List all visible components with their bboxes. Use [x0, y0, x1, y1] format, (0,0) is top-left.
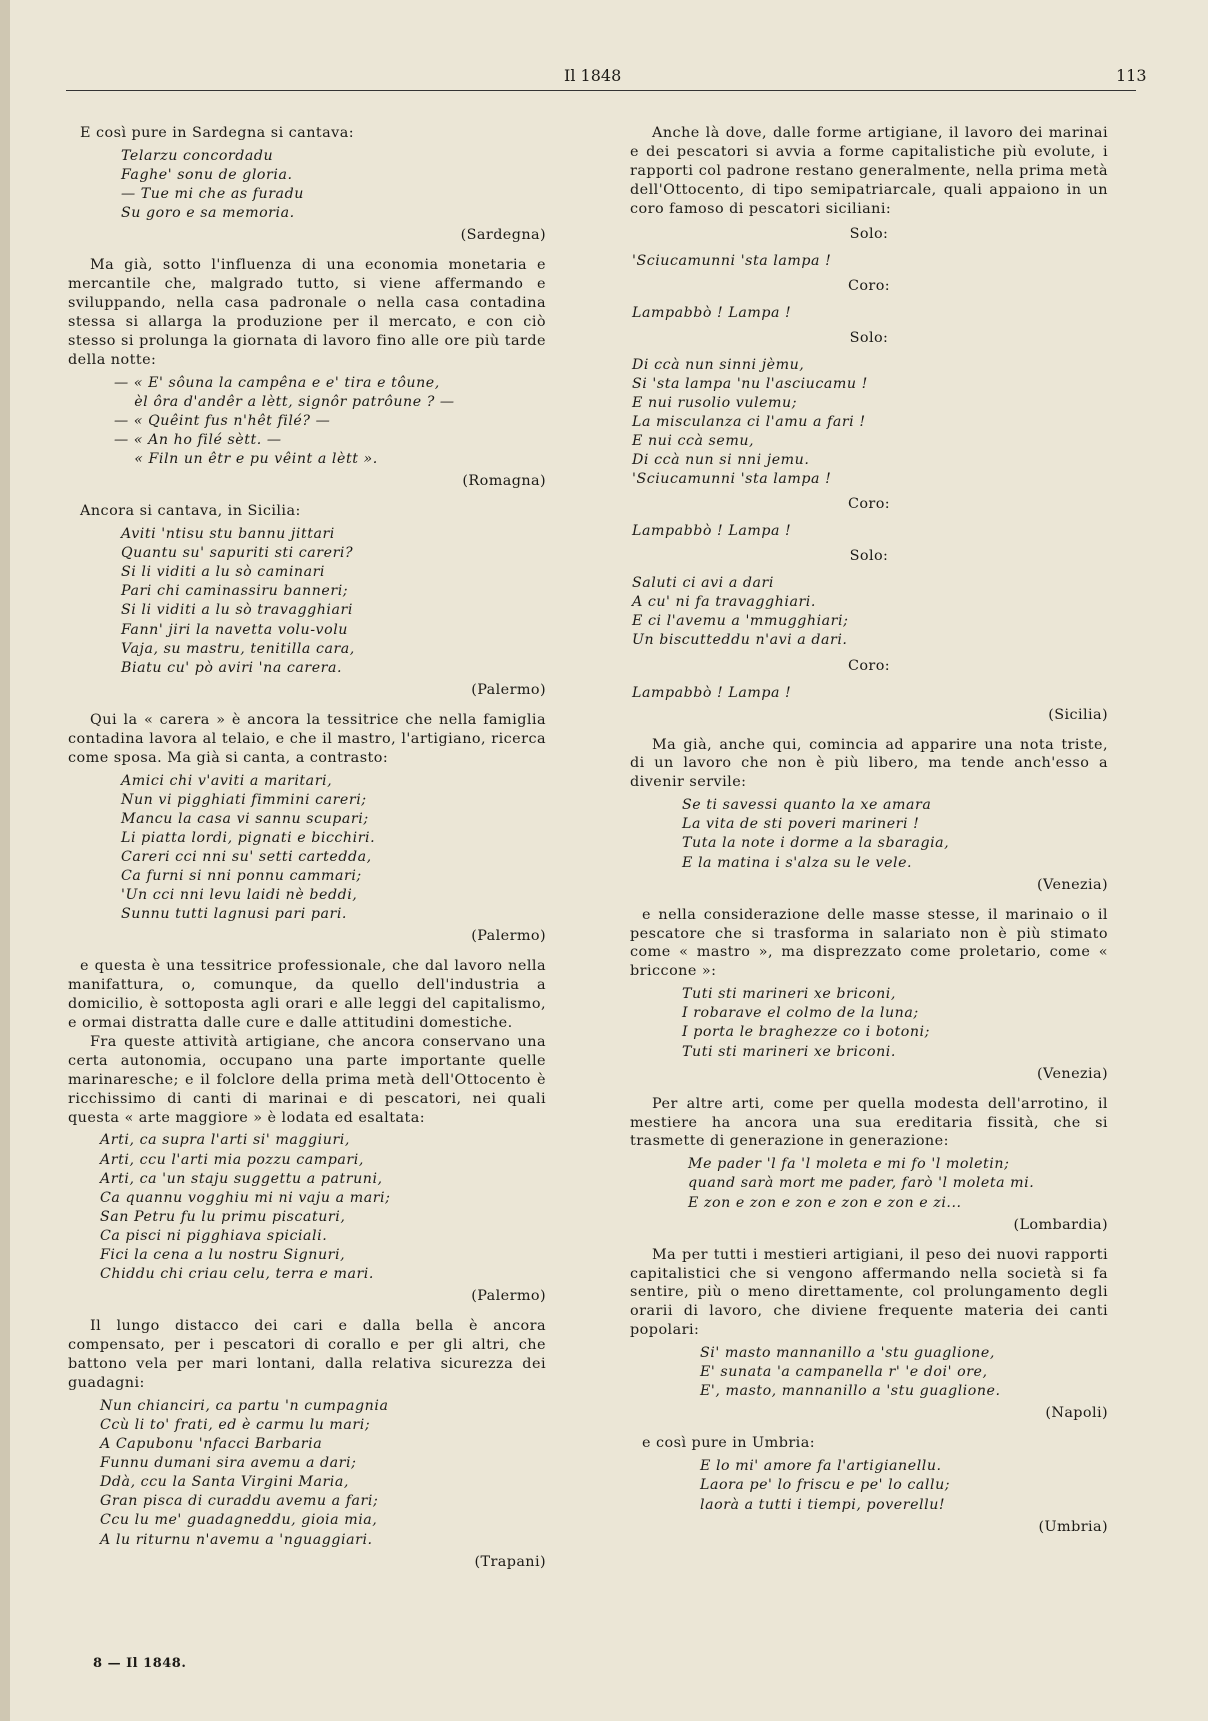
verse-line: — « E' sôuna la campêna e e' tira e tôune, — [114, 374, 440, 391]
refrain-line: 'Sciucamunni 'sta lampa ! — [632, 252, 832, 269]
verse-line: 'Un cci nni levu laidi nè beddi, — [121, 887, 358, 904]
verse-line: laorà a tutti i tiempi, poverellu! — [700, 1496, 946, 1513]
verse-block — [68, 525, 546, 678]
verse-line: Fici la cena a lu nostru Signuri, — [100, 1247, 346, 1264]
region-attribution: (Venezia) — [1037, 1065, 1108, 1082]
verse-line: E lo mi' amore fa l'artigianellu. — [700, 1458, 942, 1475]
verse-line: Si li viditi a lu sò caminari — [121, 564, 326, 581]
verse-line: E la matina i s'alza su le vele. — [682, 854, 913, 871]
verse-block — [630, 1155, 1108, 1212]
verse-line: Pari chi caminassiru banneri; — [121, 583, 349, 600]
verse-line: Biatu cu' pò aviri 'na carera. — [121, 659, 343, 676]
verse-line: Chiddu chi criau celu, terra e mari. — [100, 1266, 374, 1283]
verse-line: Laora pe' lo friscu e pe' lo callu; — [700, 1477, 951, 1494]
verse-block — [68, 147, 546, 223]
verse-line: Ddà, ccu la Santa Virgini Maria, — [100, 1474, 349, 1491]
paragraph: Il lungo distacco dei cari e dalla bella è ancora compensato, per i pescatori di corallo e per gli altri, che battono vela per mari lontani, dalla relativa sicurezza dei guadagni: — [68, 1318, 546, 1391]
paragraph: Ma per tutti i mestieri artigiani, il peso dei nuovi rapporti capitalistici che si vengono affermando nella società si fa sentire, più o meno direttamente, col prolungamento degli orarii di lavoro, che diviene frequente materia dei canti popolari: — [630, 1246, 1108, 1339]
verse-block — [68, 772, 546, 925]
verse-line: Si' masto mannanillo a 'stu guaglione, — [700, 1345, 995, 1362]
verse-line: Tuta la note i dorme a la sbaragia, — [682, 835, 950, 852]
verse-block — [68, 374, 546, 469]
verse-line: Aviti 'ntisu stu bannu jittari — [121, 526, 335, 543]
right-column — [630, 124, 1108, 1548]
verse-line: Si li viditi a lu sò travagghiari — [121, 602, 353, 619]
verse-block — [68, 1397, 546, 1550]
verse-line: Faghe' sonu de gloria. — [121, 167, 293, 183]
verse-line: Ca quannu vogghiu mi ni vaju a mari; — [100, 1189, 391, 1206]
speaker-label: Coro: — [847, 496, 891, 513]
verse-line: Fann' jiri la navetta volu-volu — [121, 621, 348, 638]
region-attribution: (Palermo) — [471, 1288, 546, 1305]
speaker-label: Solo: — [849, 329, 889, 346]
speaker-label: Coro: — [847, 657, 891, 674]
running-header-title: Il 1848 — [564, 66, 622, 85]
region-attribution: (Palermo) — [471, 928, 546, 945]
verse-line: Li piatta lordi, pignati e bicchiri. — [121, 829, 376, 846]
verse-line: San Petru fu lu primu piscaturi, — [100, 1208, 346, 1225]
verse-line: Ccu lu me' guadagneddu, gioia mia, — [100, 1512, 378, 1529]
verse-line: Arti, ca 'un staju suggettu a patruni, — [100, 1170, 383, 1187]
paragraph: Ancora si cantava, in Sicilia: — [80, 503, 301, 520]
paragraph: Ma già, sotto l'influenza di una economia monetaria e mercantile che, malgrado tutto, si viene affermando e sviluppando, nella casa padronale o nella casa contadina stessa si allarga la produzione per il mercato, e con ciò stesso si prolunga la giornata di lavoro fino alle ore più tarde della notte: — [68, 257, 546, 368]
refrain-line: Lampabbò ! Lampa ! — [632, 684, 792, 701]
refrain-line: Lampabbò ! Lampa ! — [632, 523, 792, 540]
verse-line: — « An ho filé sètt. — — [114, 432, 282, 448]
region-attribution: (Sardegna) — [460, 227, 546, 244]
verse-block — [630, 796, 1108, 872]
verse-line: Tuti sti marineri xe briconi. — [682, 1043, 896, 1060]
verse-line: Saluti ci avi a dari — [632, 575, 774, 592]
verse-line: quand sarà mort me pader, farò 'l moleta mi. — [688, 1175, 1035, 1192]
left-column — [68, 124, 546, 1583]
region-attribution: (Romagna) — [462, 473, 546, 490]
header-rule — [66, 90, 1136, 91]
verse-line: A lu riturnu n'avemu a 'nguaggiari. — [100, 1531, 373, 1548]
speaker-label: Solo: — [849, 225, 889, 242]
verse-line: Si 'sta lampa 'nu l'asciucamu ! — [632, 375, 868, 392]
verse-line: Vaja, su mastru, tenitilla cara, — [121, 640, 355, 657]
verse-line: Nun chianciri, ca partu 'n cumpagnia — [100, 1397, 389, 1414]
verse-line: Se ti savessi quanto la xe amara — [682, 797, 932, 814]
verse-line: E zon e zon e zon e zon e zon e zi... — [688, 1194, 962, 1211]
verse-line: Un biscutteddu n'avi a dari. — [632, 632, 848, 649]
verse-line: Careri cci nni su' setti cartedda, — [121, 848, 372, 865]
verse-block — [630, 1344, 1108, 1401]
verse-line: 'Sciucamunni 'sta lampa ! — [632, 471, 832, 488]
verse-line: Funnu dumani sira avemu a dari; — [100, 1455, 357, 1472]
verse-line: E nui ccà semu, — [632, 432, 755, 449]
signature-mark: 8 — Il 1848. — [93, 1656, 187, 1671]
verse-line: « Filn un êtr e pu vêint a lètt ». — [114, 451, 378, 468]
verse-line: I robarave el colmo de la luna; — [682, 1005, 919, 1022]
speaker-label: Solo: — [849, 548, 889, 565]
verse-line: A cu' ni fa travagghiari. — [632, 594, 816, 611]
speaker-label: Coro: — [847, 277, 891, 294]
verse-block — [630, 574, 1108, 650]
verse-line: Tuti sti marineri xe briconi, — [682, 986, 896, 1003]
page-number: 113 — [1116, 66, 1147, 85]
verse-line: Di ccà nun sinni jèmu, — [632, 356, 805, 373]
verse-line: A Capubonu 'nfacci Barbaria — [100, 1436, 323, 1453]
verse-line: Arti, ccu l'arti mia pozzu campari, — [100, 1151, 364, 1168]
region-attribution: (Sicilia) — [1048, 706, 1108, 723]
verse-line: Me pader 'l fa 'l moleta e mi fo 'l moletin; — [688, 1156, 1010, 1173]
region-attribution: (Trapani) — [474, 1553, 546, 1570]
verse-line: E ci l'avemu a 'mmugghiari; — [632, 613, 849, 630]
verse-line: èl ôra d'andêr a lètt, signôr patrôune ? — — [114, 393, 455, 410]
verse-line: E', masto, mannanillo a 'stu guaglione. — [700, 1383, 1001, 1400]
verse-line: La misculanza ci l'amu a fari ! — [632, 413, 866, 430]
verse-line: Quantu su' sapuriti sti careri? — [121, 545, 354, 562]
verse-line: Ca pisci ni pigghiava spiciali. — [100, 1227, 328, 1244]
paragraph: Qui la « carera » è ancora la tessitrice che nella famiglia contadina lavora al telaio, e che il mastro, l'artigiano, ricerca come sposa. Ma già si canta, a contrasto: — [68, 711, 546, 766]
verse-line: Sunnu tutti lagnusi pari pari. — [121, 906, 347, 923]
region-attribution: (Napoli) — [1045, 1405, 1108, 1422]
verse-line: Ca furni si nni ponnu cammari; — [121, 868, 362, 885]
paragraph: Anche là dove, dalle forme artigiane, il lavoro dei marinai e dei pescatori si avvia a forme capitalistiche più evolute, i rapporti col padrone restano generalmente, nella prima metà dell'Ottocento, di tipo semipatriarcale, quali appaiono in un coro famoso di pescatori siciliani: — [630, 125, 1108, 217]
verse-line: I porta le braghezze co i botoni; — [682, 1024, 930, 1041]
paragraph: e questa è una tessitrice professionale, che dal lavoro nella manifattura, o, comunque, da quello dell'industria a domicilio, è sottoposta agli orari e alle leggi del capitalismo, e ormai distratta dalle cure e dalle attitudini domestiche. — [68, 958, 546, 1032]
verse-line: E' sunata 'a campanella r' 'e doi' ore, — [700, 1364, 988, 1381]
verse-line: Ccù li to' frati, ed è carmu lu mari; — [100, 1416, 371, 1433]
verse-block — [68, 1131, 546, 1284]
verse-block — [630, 1457, 1108, 1514]
verse-line: La vita de sti poveri marineri ! — [682, 816, 920, 833]
verse-line: Di ccà nun si nni jemu. — [632, 452, 810, 468]
verse-block — [630, 356, 1108, 490]
paragraph: Fra queste attività artigiane, che ancora conservano una certa autonomia, occupano una parte importante quelle marinaresche; e il folclore della prima metà dell'Ottocento è ricchissimo di canti di marinai e di pescatori, nei quali questa « arte maggiore » è lodata ed esaltata: — [68, 1033, 546, 1126]
verse-line: Arti, ca supra l'arti si' maggiuri, — [100, 1132, 350, 1149]
verse-line: — « Quêint fus n'hêt filé? — — [114, 412, 331, 429]
paragraph: Per altre arti, come per quella modesta dell'arrotino, il mestiere ha ancora una sua ereditaria fissità, che si trasmette di generazione in generazione: — [630, 1095, 1108, 1150]
region-attribution: (Palermo) — [471, 681, 546, 698]
verse-line: Nun vi pigghiati fimmini careri; — [121, 791, 367, 808]
verse-line: E nui rusolio vulemu; — [632, 394, 798, 411]
verse-line: Su goro e sa memoria. — [121, 205, 295, 222]
region-attribution: (Umbria) — [1038, 1518, 1108, 1535]
region-attribution: (Venezia) — [1037, 876, 1108, 893]
page-edge-shadow — [0, 0, 10, 1721]
verse-line: — Tue mi che as furadu — [121, 186, 304, 203]
verse-line: Mancu la casa vi sannu scupari; — [121, 810, 369, 827]
region-attribution: (Lombardia) — [1013, 1216, 1108, 1233]
verse-line: Telarzu concordadu — [121, 147, 274, 164]
paragraph: e nella considerazione delle masse stesse, il marinaio o il pescatore che si trasforma in salariato non è più stimato come « mastro », ma disprezzato come proletario, come « briccone »: — [630, 906, 1108, 980]
paragraph: Ma già, anche qui, comincia ad apparire una nota triste, di un lavoro che non è più libero, ma tende anch'esso a divenir servile: — [630, 736, 1108, 791]
paragraph: E così pure in Sardegna si cantava: — [80, 125, 355, 141]
verse-line: Gran pisca di curaddu avemu a fari; — [100, 1493, 379, 1510]
verse-line: Amici chi v'aviti a maritari, — [121, 772, 333, 789]
paragraph: e così pure in Umbria: — [642, 1435, 816, 1452]
verse-block — [630, 985, 1108, 1061]
refrain-line: Lampabbò ! Lampa ! — [632, 304, 792, 321]
